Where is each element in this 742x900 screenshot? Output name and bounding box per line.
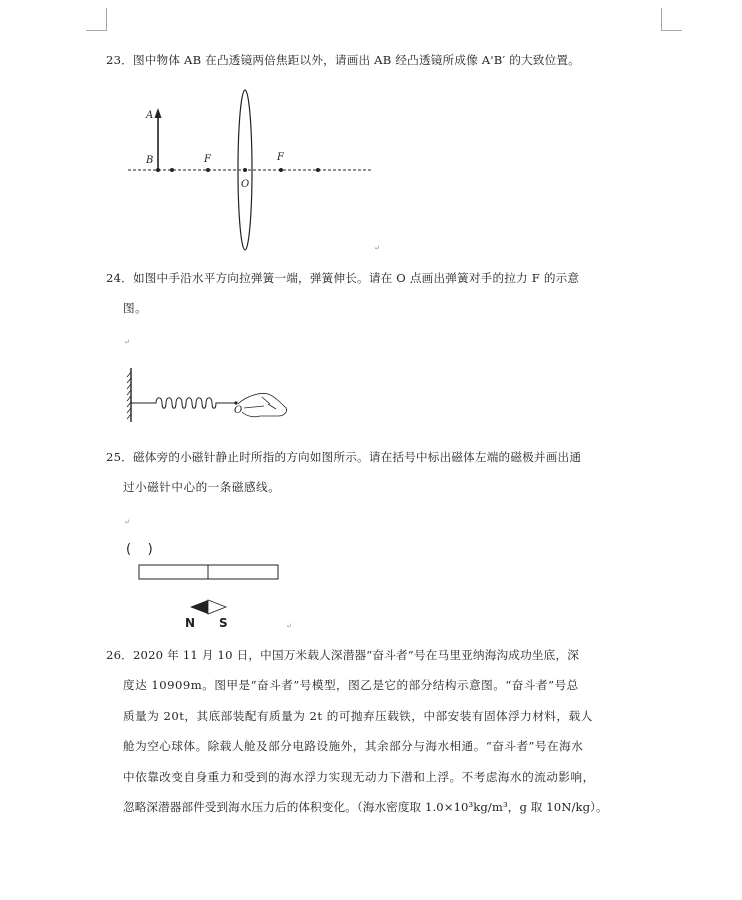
label-a: A xyxy=(146,110,154,121)
label-s: S xyxy=(219,616,228,630)
q24-line2: 图。 xyxy=(123,301,148,315)
needle-south xyxy=(208,600,226,614)
label-b: B xyxy=(146,155,154,166)
answer-bracket: ( ) xyxy=(126,542,153,557)
paragraph-mark: ↵ xyxy=(124,338,130,346)
q26-line6: 忽略深潜器部件受到海水压力后的体积变化。（海水密度取 1.0×10³kg/m³，g 取 10N/kg）。 xyxy=(123,800,608,814)
q24-line1: 24．如图中手沿水平方向拉弹簧一端，弹簧伸长。请在 O 点画出弹簧对手的拉力 F 的示意 xyxy=(106,271,580,285)
needle-north xyxy=(190,600,208,614)
label-o: O xyxy=(234,405,243,416)
q26-line1: 26．2020 年 11 月 10 日，中国万米载人深潜器“奋斗者”号在马里亚纳海沟成功坐底，深 xyxy=(106,648,580,662)
q26-line2: 度达 10909m。图甲是“奋斗者”号模型，图乙是它的部分结构示意图。“奋斗者”号总 xyxy=(123,678,579,692)
q23-text: 23．图中物体 AB 在凸透镜两倍焦距以外，请画出 AB 经凸透镜所成像 A'B′ 的大致位置。 xyxy=(106,53,580,67)
label-f-right: F xyxy=(277,152,284,163)
paragraph-mark: ↵ xyxy=(286,622,292,630)
paragraph-mark: ↵ xyxy=(124,518,130,526)
q26-line5: 中依靠改变自身重力和受到的海水浮力实现无动力下潜和上浮。不考虑海水的流动影响， xyxy=(123,770,595,784)
label-n: N xyxy=(185,616,196,630)
paragraph-mark: ↵ xyxy=(374,244,380,252)
q25-line2: 过小磁针中心的一条磁感线。 xyxy=(123,480,281,494)
q26-line4: 舱为空心球体。除载人舱及部分电路设施外，其余部分与海水相通。“奋斗者”号在海水 xyxy=(123,739,584,753)
q26-line3: 质量为 20t，其底部装配有质量为 2t 的可抛弃压载铁，中部安装有固体浮力材料，载人 xyxy=(123,709,593,723)
label-f-left: F xyxy=(204,154,211,165)
label-o: O xyxy=(241,179,250,190)
q25-line1: 25．磁体旁的小磁针静止时所指的方向如图所示。请在括号中标出磁体左端的磁极并画出通 xyxy=(106,450,582,464)
